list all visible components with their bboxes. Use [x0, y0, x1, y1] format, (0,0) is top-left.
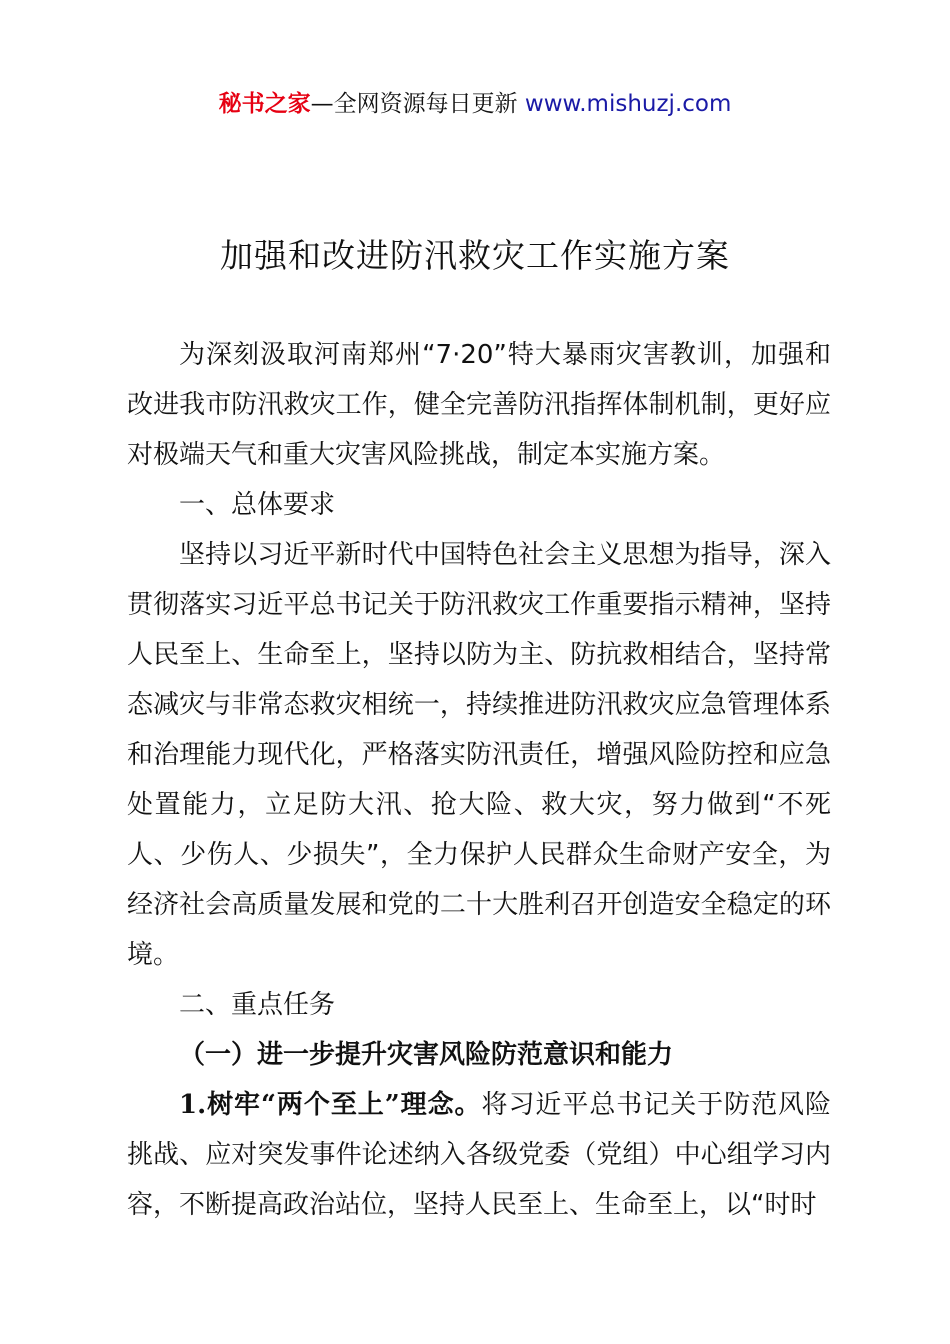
site-tagline: —全网资源每日更新 — [310, 91, 525, 117]
general-requirements-paragraph: 坚持以习近平新时代中国特色社会主义思想为指导，深入贯彻落实习近平总书记关于防汛救灾工作重要指示精神，坚持人民至上、生命至上，坚持以防为主、防抗救相结合，坚持常态减灾与非常态救灾相统一，持续推进防汛救灾应急管理体系和治理能力现代化，严格落实防汛责任，增强风险防控和应急处置能力，立足防大汛、抢大险、救大灾，努力做到“不死人、少伤人、少损失”，全力保护人民群众生命财产安全，为经济社会高质量发展和党的二十大胜利召开创造安全稳定的环境。 — [127, 540, 831, 970]
item-1-lead: 1.树牢“两个至上”理念。 — [179, 1090, 482, 1120]
item-paragraph-1 — [127, 1080, 831, 1230]
document-title: 加强和改进防汛救灾工作实施方案 — [220, 236, 730, 275]
site-banner — [0, 88, 950, 120]
site-brand: 秘书之家 — [218, 91, 311, 117]
section-heading-key-tasks: 二、重点任务 — [179, 990, 336, 1020]
intro-paragraph: 为深刻汲取河南郑州“7·20”特大暴雨灾害教训，加强和改进我市防汛救灾工作，健全完善防汛指挥体制机制，更好应对极端天气和重大灾害风险挑战，制定本实施方案。 — [127, 340, 831, 470]
subsection-heading-risk-prevention: （一）进一步提升灾害风险防范意识和能力 — [179, 1040, 674, 1070]
item-1-body: 将习近平总书记关于防范风险挑战、应对突发事件论述纳入各级党委（党组）中心组学习内容，不断提高政治站位，坚持人民至上、生命至上，以“时时 — [127, 1090, 831, 1220]
document-body — [127, 330, 831, 1230]
site-url[interactable]: www.mishuzj.com — [524, 91, 732, 117]
section-heading-general-requirements: 一、总体要求 — [179, 490, 336, 520]
